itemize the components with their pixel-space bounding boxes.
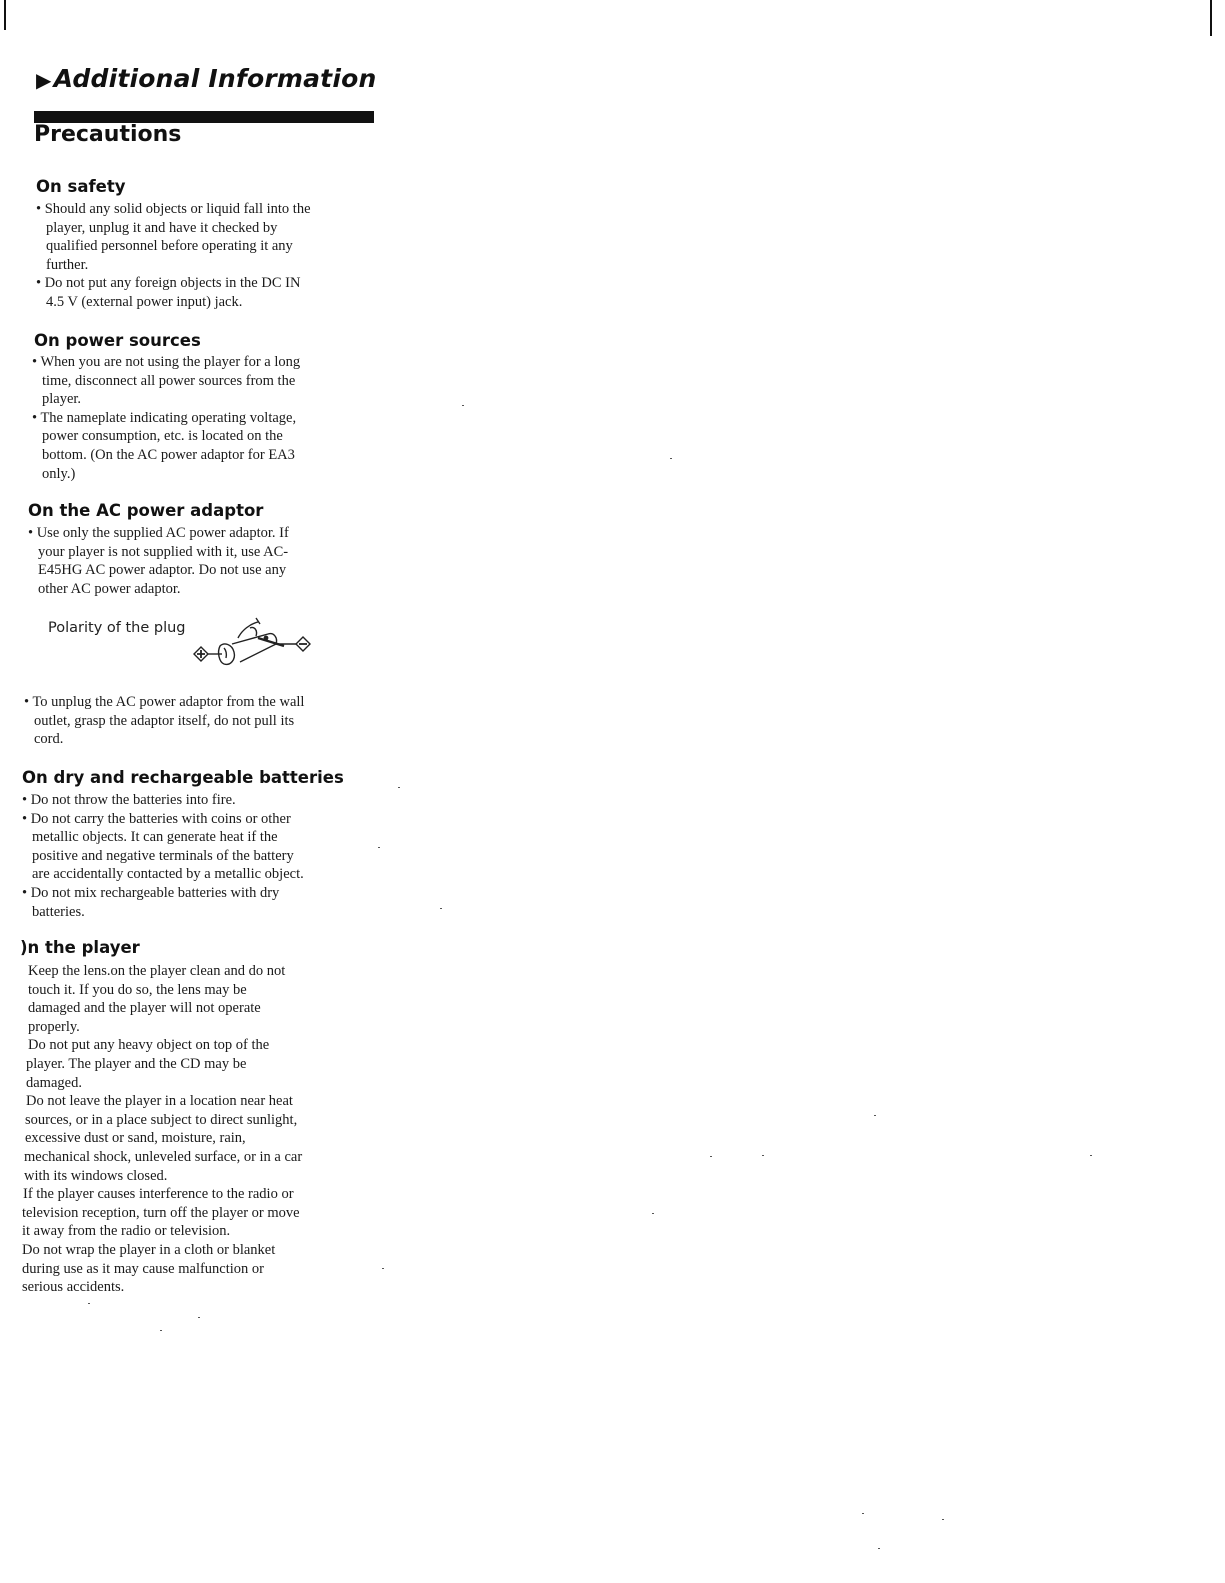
text-line: during use as it may cause malfunction or [22, 1260, 265, 1277]
heading-safety: On safety [36, 177, 126, 196]
scan-edge-left [4, 0, 6, 30]
heading-power-sources: On power sources [34, 331, 201, 350]
text-line: metallic objects. It can generate heat if the [32, 829, 278, 846]
text-line: further. [46, 256, 89, 273]
text-line: Keep the lens.on the player clean and do not [28, 963, 286, 979]
text-line: If the player causes interference to the radio or [23, 1186, 294, 1203]
text-line: with its windows closed. [24, 1167, 168, 1184]
text-line: batteries. [32, 903, 85, 920]
text-line: are accidentally contacted by a metallic object. [32, 866, 304, 883]
scan-speck [670, 458, 672, 459]
text-line: damaged. [26, 1074, 82, 1091]
scan-speck [1090, 1155, 1092, 1156]
text-line: • Do not throw the batteries into fire. [22, 792, 236, 808]
text-line: • Should any solid objects or liquid fall into the [36, 201, 311, 217]
scan-speck [160, 1330, 162, 1331]
section-marker-label: Additional Information [53, 64, 377, 93]
figure-caption: Polarity of the plug [48, 620, 186, 636]
text-line: • Use only the supplied AC power adaptor. If [28, 525, 289, 541]
heading-batteries: On dry and rechargeable batteries [22, 768, 344, 787]
scan-speck [862, 1513, 864, 1514]
text-line: excessive dust or sand, moisture, rain, [25, 1130, 246, 1147]
text-line: qualified personnel before operating it any [46, 238, 293, 255]
ac-adaptor-text [28, 524, 289, 598]
scan-speck [762, 1155, 764, 1156]
text-line: • When you are not using the player for a long [32, 354, 301, 370]
text-line: • To unplug the AC power adaptor from the wall [24, 694, 305, 710]
player-text [22, 962, 302, 1297]
text-line: 4.5 V (external power input) jack. [46, 293, 243, 310]
power-sources-text [32, 353, 300, 483]
text-line: touch it. If you do so, the lens may be [28, 981, 247, 998]
scan-speck [378, 847, 380, 848]
safety-text [36, 200, 311, 312]
scan-speck [462, 405, 464, 406]
text-line: power consumption, etc. is located on the [42, 428, 283, 445]
triangle-right-icon: ▶ [36, 68, 52, 92]
text-line: time, disconnect all power sources from the [42, 372, 296, 389]
text-line: bottom. (On the AC power adaptor for EA3 [42, 446, 295, 463]
text-line: television reception, turn off the player or move [22, 1204, 300, 1221]
text-line: • Do not carry the batteries with coins or other [22, 810, 291, 827]
text-line: your player is not supplied with it, use AC- [38, 543, 289, 560]
text-line: • Do not put any foreign objects in the DC IN [36, 275, 301, 292]
scan-speck [382, 1268, 384, 1269]
scan-edge-right [1210, 0, 1212, 36]
ac-adaptor-text-after [24, 693, 304, 749]
text-line: Do not wrap the player in a cloth or blanket [22, 1241, 276, 1258]
heading-ac-adaptor: On the AC power adaptor [28, 501, 264, 520]
text-line: player, unplug it and have it checked by [46, 219, 278, 236]
plug-polarity-icon [180, 608, 320, 672]
text-line: positive and negative terminals of the battery [32, 847, 294, 864]
text-line: properly. [28, 1018, 80, 1035]
text-line: sources, or in a place subject to direct sunlight, [25, 1111, 298, 1128]
scan-speck [942, 1519, 944, 1520]
section-marker [36, 64, 376, 93]
text-line: Do not leave the player in a location near heat [26, 1093, 293, 1110]
scan-speck [198, 1317, 200, 1318]
page-title: Precautions [34, 122, 182, 147]
text-line: Do not put any heavy object on top of the [28, 1037, 270, 1054]
scan-speck [652, 1213, 654, 1214]
text-line: E45HG AC power adaptor. Do not use any [38, 562, 287, 579]
text-line: • The nameplate indicating operating voltage, [32, 409, 297, 426]
text-line: player. [42, 391, 82, 408]
text-line: outlet, grasp the adaptor itself, do not pull its [34, 712, 295, 729]
scan-speck [710, 1156, 712, 1157]
text-line: damaged and the player will not operate [28, 1000, 261, 1017]
text-line: mechanical shock, unleveled surface, or in a car [24, 1148, 303, 1165]
text-line: • Do not mix rechargeable batteries with dry [22, 884, 280, 901]
text-line: serious accidents. [22, 1279, 125, 1296]
scan-speck [88, 1303, 90, 1304]
text-line: player. The player and the CD may be [26, 1055, 247, 1072]
text-line: cord. [34, 731, 64, 748]
scan-speck [440, 908, 442, 909]
text-line: other AC power adaptor. [38, 580, 181, 597]
scan-speck [398, 787, 400, 788]
scan-speck [874, 1115, 876, 1116]
text-line: it away from the radio or television. [22, 1223, 231, 1240]
scan-speck [878, 1548, 880, 1549]
heading-player: )n the player [20, 938, 140, 957]
text-line: only.) [42, 465, 76, 482]
batteries-text [22, 791, 304, 921]
